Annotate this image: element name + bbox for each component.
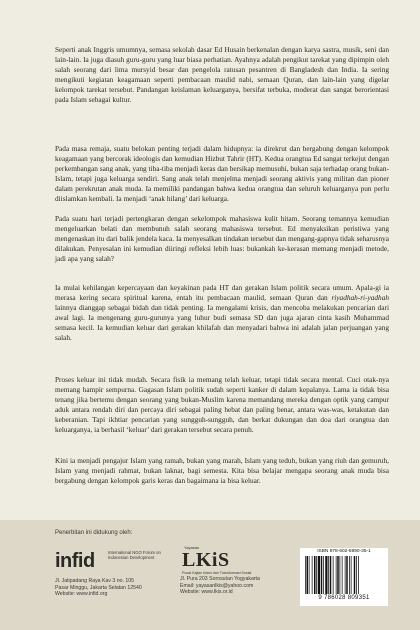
barcode-bar xyxy=(351,556,352,594)
barcode-bar xyxy=(346,556,348,594)
barcode-bar xyxy=(318,556,320,594)
infid-logo xyxy=(55,548,165,578)
barcode-bar xyxy=(305,556,306,594)
lkis-logo-text: LKiS xyxy=(182,549,230,571)
supported-by-label: Penerbitan ini didukung oleh: xyxy=(55,530,133,536)
paragraph: Proses keluar ini tidak mudah. Secara fisik ia memang telah keluar, tetapi tidak secara mental. Cuci otak-nya memang hampir sempurna. Gagasan Islam politik sudah seperti kanker di dalam kepalanya. Lama ia tidak bisa tenang jika bertemu dengan seorang yang bukan-Muslim karena memandang mereka dengan optik yang campur aduk antara rendah diri dan percaya diri sebagai paling hebat dan paling benar, antara was-was, ketakutan dan keberanian. Tapi ikhtiar pencarian yang sungguh-sungguh, dan berkat dukungan dan doa dari orangtua dan keluarganya, ia berhasil ‘keluar’ dari gerakan tersebut secara penuh. xyxy=(55,375,389,435)
barcode-digits: 9 786028 809351 xyxy=(318,595,370,601)
barcode-icon xyxy=(304,556,384,594)
paragraph: Pada masa remaja, suatu belokan penting terjadi dalam hidupnya: ia direkrut dan bergabung dengan kelompok keagamaan yang bercorak ideologis dan kemudian Hizbut Tahrir (HT). Kedua orangtua Ed sangat terkejut dengan perkembangan sang anak, yang tiba-tiba menjadi keras dan bersikap memusuhi, bukan saja terhadap orang bukan-Islam, tetapi juga keluarga sendiri. Sang anak telah menjelma menjadi seorang aktivis yang militan dan pioner dalam perekrutan anak muda. Ia memiliki pandangan bahwa kedua orangtua dan seluruh keluarganya pun perlu diislamkan kembali. Ia menjadi ‘anak hilang’ dari keluarga. xyxy=(55,144,389,204)
isbn-number: ISBN 978-602-8890-35-1 xyxy=(317,549,371,554)
barcode-bar xyxy=(309,556,310,594)
barcode-bar xyxy=(323,556,324,594)
barcode-bar xyxy=(336,556,337,594)
email-line: Email: yayasanlkis@yahoo.com xyxy=(180,582,254,589)
address-line: Jl. Jatipadang Raya Kav 3 no. 105 xyxy=(55,578,135,584)
barcode-bar xyxy=(321,556,323,594)
barcode-bar xyxy=(312,556,313,594)
address-line: Jl. Pura 203 Sorosutan Yogyakarta xyxy=(180,576,260,582)
barcode-bar xyxy=(356,556,357,594)
barcode-bar xyxy=(349,556,350,594)
isbn-barcode xyxy=(300,548,388,606)
italic-term: riyadhah-ri-yadhah xyxy=(331,293,389,303)
lkis-logo-subtitle: Pusat Kajian Islam dan Transformasi Sosial xyxy=(182,571,252,575)
infid-logo-text: infid xyxy=(55,550,95,572)
website-line: Website: www.lkis.or.id xyxy=(180,589,233,596)
barcode-bar xyxy=(330,556,332,594)
barcode-bar xyxy=(337,556,339,594)
barcode-bar xyxy=(342,556,343,594)
paragraph: Pada suatu hari terjadi pertengkaran dengan sekelompok mahasiswa kulit hitam. Seorang temannya kemudian mengeluarkan belati dan membunuh salah seorang mahasiswa tersebut. Ed menyaksikan peristiwa yang mengenaskan itu dari balik jendela kaca. Ia menyesalkan tindakan tersebut dan mengang-gapnya tidak seharusnya dilakukan. Penyesalan ini kemudian diiringi refleksi lebih luas: bukankah ke-kerasan memang menjadi metode, jadi apa yang salah? xyxy=(55,214,389,264)
infid-address xyxy=(55,578,142,598)
lkis-address xyxy=(180,576,260,596)
barcode-bar xyxy=(316,556,317,594)
barcode-bar xyxy=(307,556,309,594)
address-line: Pasar Minggu, Jakarta Selatan 12540 xyxy=(55,584,142,591)
infid-logo-subtitle: International NGO Forum on Indonesian Development xyxy=(108,550,161,560)
barcode-bar xyxy=(325,556,327,594)
barcode-bar xyxy=(354,556,356,594)
barcode-bar xyxy=(345,556,346,594)
lkis-yayasan-label: Yayasan xyxy=(184,545,200,550)
lkis-logo xyxy=(180,545,270,575)
barcode-bar xyxy=(328,556,329,594)
barcode-bar xyxy=(333,556,334,594)
barcode-bar xyxy=(314,556,316,594)
barcode-bar xyxy=(358,556,359,594)
website-line: Website: www.infid.org xyxy=(55,591,108,598)
barcode-bar xyxy=(340,556,341,594)
paragraph: Ia mulai kehilangan kepercayaan dan keyakinan pada HT dan gerakan Islam politik secara umum. Apala-gi ia merasa kering secara spiritual karena, entah itu pembacaan maulid, semaan Quran dan riyadhah-ri-yadhah lainnya dianggap sebagai bidah dan tidak penting. Ia mengalami krisis, dan mencoba melakukan pencarian dari awal lagi. Ia mengenang guru-gurunya yang luhur budi semasa SD dan juga ajaran cinta kasih Muhammad semasa kecil. Ia kemudian keluar dari gerakan khilafah dan menyadari bahwa ini adalah jalan perjuangan yang salah. xyxy=(55,283,389,343)
paragraph: Kini ia menjadi pengajur Islam yang ramah, bukan yang marah, Islam yang teduh, bukan yang riuh dan gemuruh, Islam yang menjadi rahmat, bukan laknat, bagi semesta. Kita bisa belajar mengapa seorang anak muda bisa bergabung dengan kelompok garis keras dan bagaimana ia bisa keluar. xyxy=(55,456,389,486)
paragraph: Seperti anak Inggris umumnya, semasa sekolah dasar Ed Husain berkenalan dengan karya sastra, musik, seni dan lain-lain. Ia juga diasuh guru-guru yang luar biasa perhatian. Ayahnya adalah pengikut tarekat yang dipimpin oleh salah seorang dari lima mursyid besar dan pengelola ratusan pesantren di Bangladesh dan India. Ia sering mengikuti kegiatan keagamaan seperti pembacaan maulid nabi, semaan Quran, dan lain-lain yang digelar kelompok tarekat tersebut. Pandangan keislaman keluarganya, bersifat terbuka, moderat dan sangat berorientasi pada Islam sebagai kultur. xyxy=(55,45,389,105)
